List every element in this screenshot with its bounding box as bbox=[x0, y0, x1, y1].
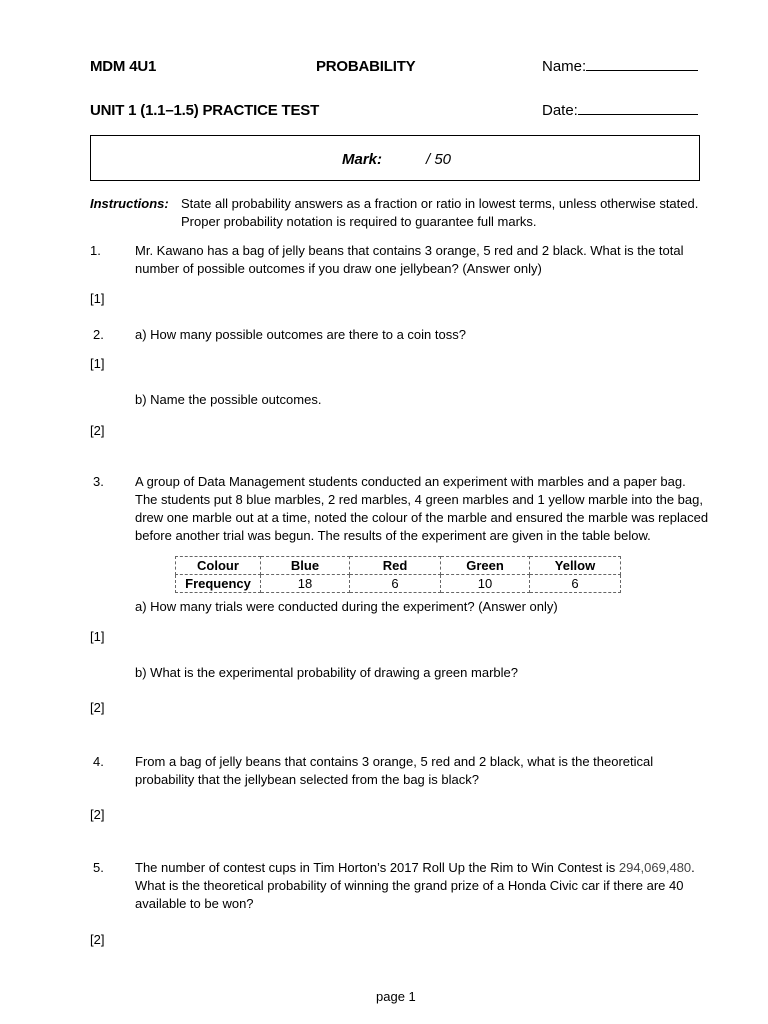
question-2a-text: a) How many possible outcomes are there to a coin toss? bbox=[135, 327, 466, 342]
question-5-line-2: What is the theoretical probability of winning the grand prize of a Honda Civic car if there are 40 bbox=[135, 878, 684, 893]
instructions-label: Instructions: bbox=[90, 196, 169, 211]
subject-title: PROBABILITY bbox=[316, 58, 416, 75]
question-2-number: 2. bbox=[93, 327, 104, 342]
question-3-line-2: The students put 8 blue marbles, 2 red marbles, 4 green marbles and 1 yellow marble into the bag, bbox=[135, 492, 703, 507]
question-1-marks: [1] bbox=[90, 291, 105, 306]
question-4-marks: [2] bbox=[90, 807, 105, 822]
colour-cell: Red bbox=[350, 557, 441, 575]
name-blank bbox=[586, 58, 698, 71]
question-4-line-1: From a bag of jelly beans that contains 3 orange, 5 red and 2 black, what is the theoretical bbox=[135, 754, 654, 769]
question-1-number: 1. bbox=[90, 243, 101, 258]
table-row-colour bbox=[176, 557, 621, 575]
question-5-line-3: available to be won? bbox=[135, 896, 254, 911]
name-field bbox=[542, 58, 698, 75]
question-2b-text: b) Name the possible outcomes. bbox=[135, 392, 322, 407]
unit-title: UNIT 1 (1.1–1.5) PRACTICE TEST bbox=[90, 102, 320, 119]
frequency-cell: 18 bbox=[261, 575, 350, 593]
question-3-line-1: A group of Data Management students conducted an experiment with marbles and a paper bag. bbox=[135, 474, 686, 489]
question-5-line-1 bbox=[135, 859, 695, 877]
frequency-cell: 10 bbox=[441, 575, 530, 593]
frequency-cell: 6 bbox=[530, 575, 621, 593]
question-3-number: 3. bbox=[93, 474, 104, 489]
instructions-line-2: Proper probability notation is required to guarantee full marks. bbox=[181, 214, 537, 229]
question-2b-marks: [2] bbox=[90, 423, 105, 438]
question-3-line-3: drew one marble out at a time, noted the colour of the marble and ensured the marble was replaced bbox=[135, 510, 709, 525]
question-5-text bbox=[135, 859, 695, 913]
mark-total: / 50 bbox=[426, 151, 452, 168]
table-row-frequency bbox=[176, 575, 621, 593]
question-5-line-1-post: . bbox=[691, 860, 695, 875]
colour-cell: Yellow bbox=[530, 557, 621, 575]
row-header-frequency: Frequency bbox=[176, 575, 261, 593]
question-3b-text: b) What is the experimental probability of drawing a green marble? bbox=[135, 665, 518, 680]
course-code: MDM 4U1 bbox=[90, 58, 157, 75]
question-3b-marks: [2] bbox=[90, 700, 105, 715]
question-4-text bbox=[135, 753, 653, 789]
question-4-line-2: probability that the jellybean selected from the bag is black? bbox=[135, 772, 479, 787]
instructions-line-1: State all probability answers as a fraction or ratio in lowest terms, unless otherwise stated. bbox=[181, 196, 699, 211]
row-header-colour: Colour bbox=[176, 557, 261, 575]
date-blank bbox=[578, 102, 698, 115]
question-1-line-2: number of possible outcomes if you draw one jellybean? (Answer only) bbox=[135, 261, 542, 276]
name-label: Name: bbox=[542, 58, 587, 75]
question-3-text bbox=[135, 473, 708, 545]
question-5-line-1-pre: The number of contest cups in Tim Horton’s 2017 Roll Up the Rim to Win Contest is bbox=[135, 860, 619, 875]
results-table bbox=[175, 556, 621, 593]
question-2a-marks: [1] bbox=[90, 356, 105, 371]
date-label: Date: bbox=[542, 102, 578, 119]
contest-cup-count: 294,069,480 bbox=[618, 860, 692, 875]
question-1-text bbox=[135, 242, 684, 278]
question-4-number: 4. bbox=[93, 754, 104, 769]
frequency-cell: 6 bbox=[350, 575, 441, 593]
colour-cell: Green bbox=[441, 557, 530, 575]
mark-box bbox=[90, 135, 700, 181]
colour-cell: Blue bbox=[261, 557, 350, 575]
question-3a-marks: [1] bbox=[90, 629, 105, 644]
question-3-line-4: before another trial was begun. The results of the experiment are given in the table below. bbox=[135, 528, 651, 543]
question-5-marks: [2] bbox=[90, 932, 105, 947]
date-field bbox=[542, 102, 698, 119]
question-1-line-1: Mr. Kawano has a bag of jelly beans that contains 3 orange, 5 red and 2 black. What is the total bbox=[135, 243, 684, 258]
page-number: page 1 bbox=[376, 989, 416, 1004]
question-5-number: 5. bbox=[93, 860, 104, 875]
mark-label: Mark: bbox=[342, 151, 383, 168]
question-3a-text: a) How many trials were conducted during the experiment? (Answer only) bbox=[135, 599, 558, 614]
instructions-text bbox=[181, 195, 698, 231]
